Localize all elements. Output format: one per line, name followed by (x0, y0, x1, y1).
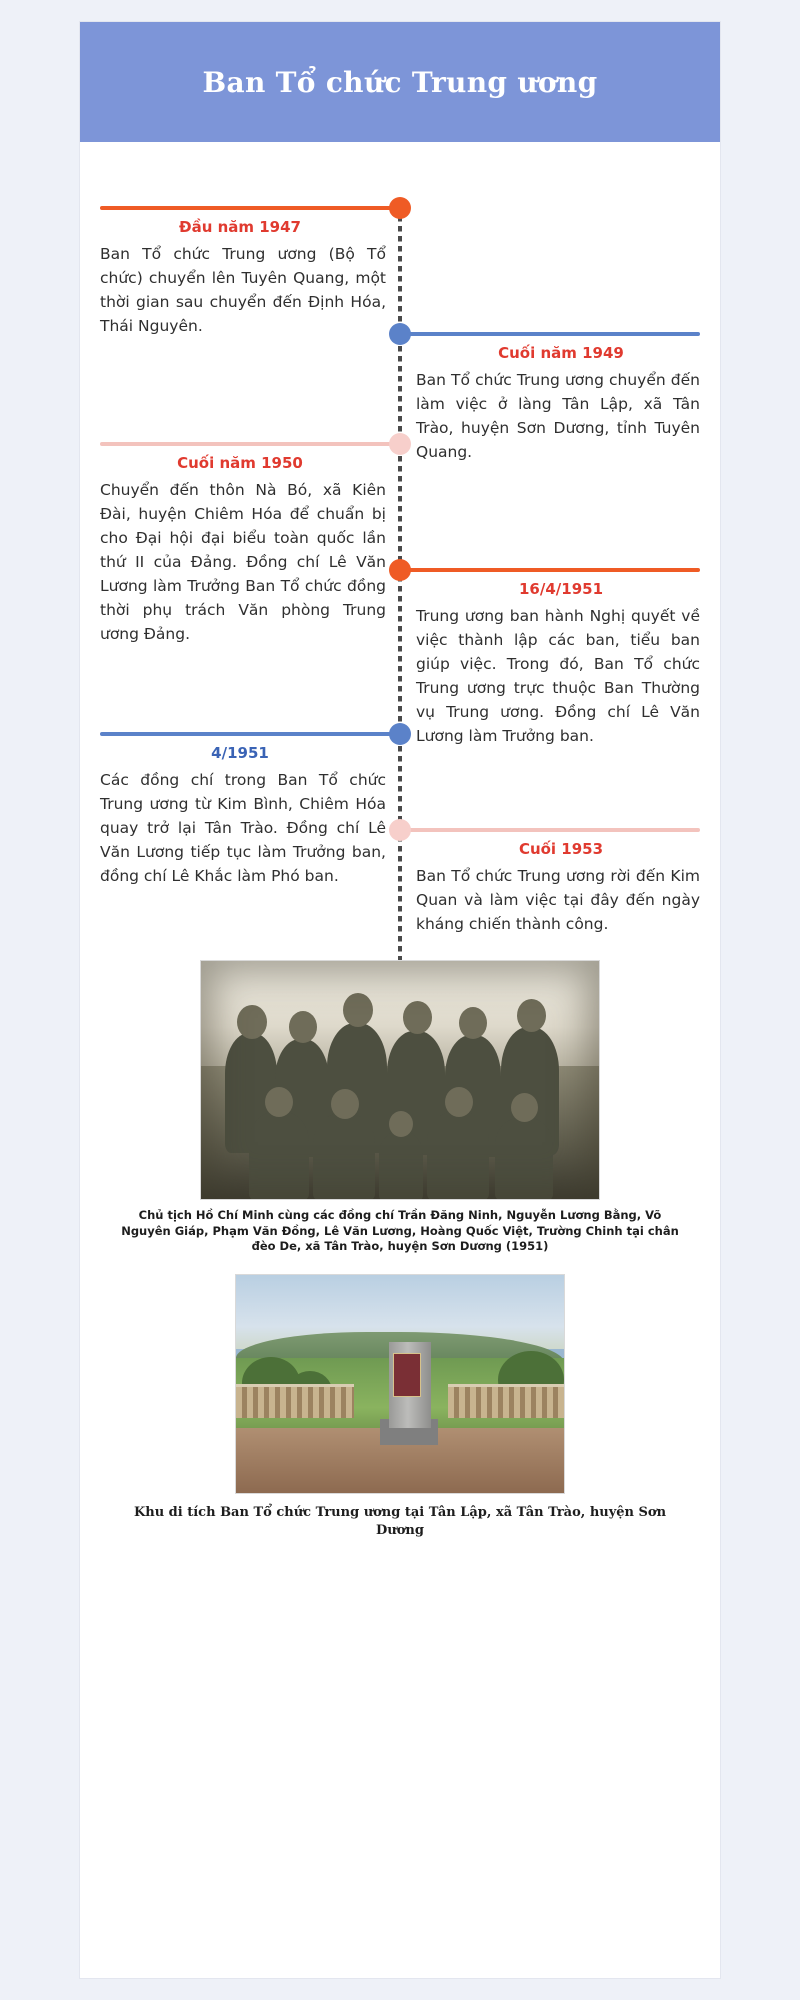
page-title: Ban Tổ chức Trung ương (202, 65, 598, 99)
historic-group-photo-caption: Chủ tịch Hồ Chí Minh cùng các đồng chí Trần Đăng Ninh, Nguyễn Lương Bằng, Võ Nguyên Giáp, Phạm Văn Đồng, Lê Văn Lương, Hoàng Quốc Việt, Trường Chinh tại chân đèo De, xã Tân Trào, huyện Sơn Dương (1951) (121, 1208, 679, 1254)
monument-photo (235, 1274, 565, 1494)
timeline-node (389, 197, 411, 219)
timeline-entry-text: Ban Tổ chức Trung ương (Bộ Tổ chức) chuyển lên Tuyên Quang, một thời gian sau chuyển đến Định Hóa, Thái Nguyên. (100, 245, 386, 336)
timeline-entry-text: Ban Tổ chức Trung ương chuyển đến làm việc ở làng Tân Lập, xã Tân Trào, huyện Sơn Dương, tỉnh Tuyên Quang. (416, 371, 700, 462)
timeline-rule (100, 206, 400, 210)
timeline-rule (400, 828, 700, 832)
timeline (80, 172, 720, 972)
timeline-rule (100, 442, 400, 446)
timeline-entry-text: Ban Tổ chức Trung ương rời đến Kim Quan và làm việc tại đây đến ngày kháng chiến thành công. (416, 867, 700, 934)
timeline-node (389, 433, 411, 455)
photo-railing (236, 1384, 354, 1418)
timeline-entry (100, 744, 400, 888)
photo-monument-plaque (393, 1353, 421, 1397)
timeline-entry-date: Cuối năm 1949 (498, 344, 624, 362)
timeline-entry-date: 4/1951 (211, 744, 269, 762)
monument-photo-caption: Khu di tích Ban Tổ chức Trung ương tại Tân Lập, xã Tân Trào, huyện Sơn Dương (133, 1505, 667, 1538)
timeline-entry (400, 344, 700, 464)
photo-railing (448, 1384, 565, 1418)
timeline-entry-date: 16/4/1951 (518, 580, 604, 598)
timeline-entry-text: Chuyển đến thôn Nà Bó, xã Kiên Đài, huyện Chiêm Hóa để chuẩn bị cho Đại hội đại biểu toàn quốc lần thứ II của Đảng. Đồng chí Lê Văn Lương làm Trưởng Ban Tổ chức đồng thời phụ trách Văn phòng Trung ương Đảng. (100, 481, 386, 644)
timeline-entry (400, 840, 700, 936)
timeline-entry-text: Các đồng chí trong Ban Tổ chức Trung ương từ Kim Bình, Chiêm Hóa quay trở lại Tân Trào. Đồng chí Lê Văn Lương tiếp tục làm Trưởng ban, đồng chí Lê Khắc làm Phó ban. (100, 771, 386, 886)
photo-vignette (201, 961, 599, 1199)
monument-photo-block (80, 1274, 720, 1539)
historic-group-photo (200, 960, 600, 1200)
timeline-entry-date: Cuối năm 1950 (177, 454, 303, 472)
infographic-sheet (80, 22, 720, 1978)
timeline-rule (400, 332, 700, 336)
historic-group-photo-block (80, 960, 720, 1255)
timeline-rule (400, 568, 700, 572)
timeline-entry (100, 218, 400, 338)
timeline-node (389, 559, 411, 581)
timeline-entry-date: Cuối 1953 (518, 840, 604, 858)
timeline-entry-date: Đầu năm 1947 (179, 218, 301, 236)
timeline-node (389, 819, 411, 841)
timeline-node (389, 323, 411, 345)
timeline-entry (400, 580, 700, 748)
timeline-entry (100, 454, 400, 646)
timeline-node (389, 723, 411, 745)
page-header (80, 22, 720, 142)
timeline-rule (100, 732, 400, 736)
timeline-entry-text: Trung ương ban hành Nghị quyết về việc thành lập các ban, tiểu ban giúp việc. Trong đó, Ban Tổ chức Trung ương trực thuộc Ban Thường vụ Trung ương. Đồng chí Lê Văn Lương làm Trưởng ban. (416, 607, 700, 746)
